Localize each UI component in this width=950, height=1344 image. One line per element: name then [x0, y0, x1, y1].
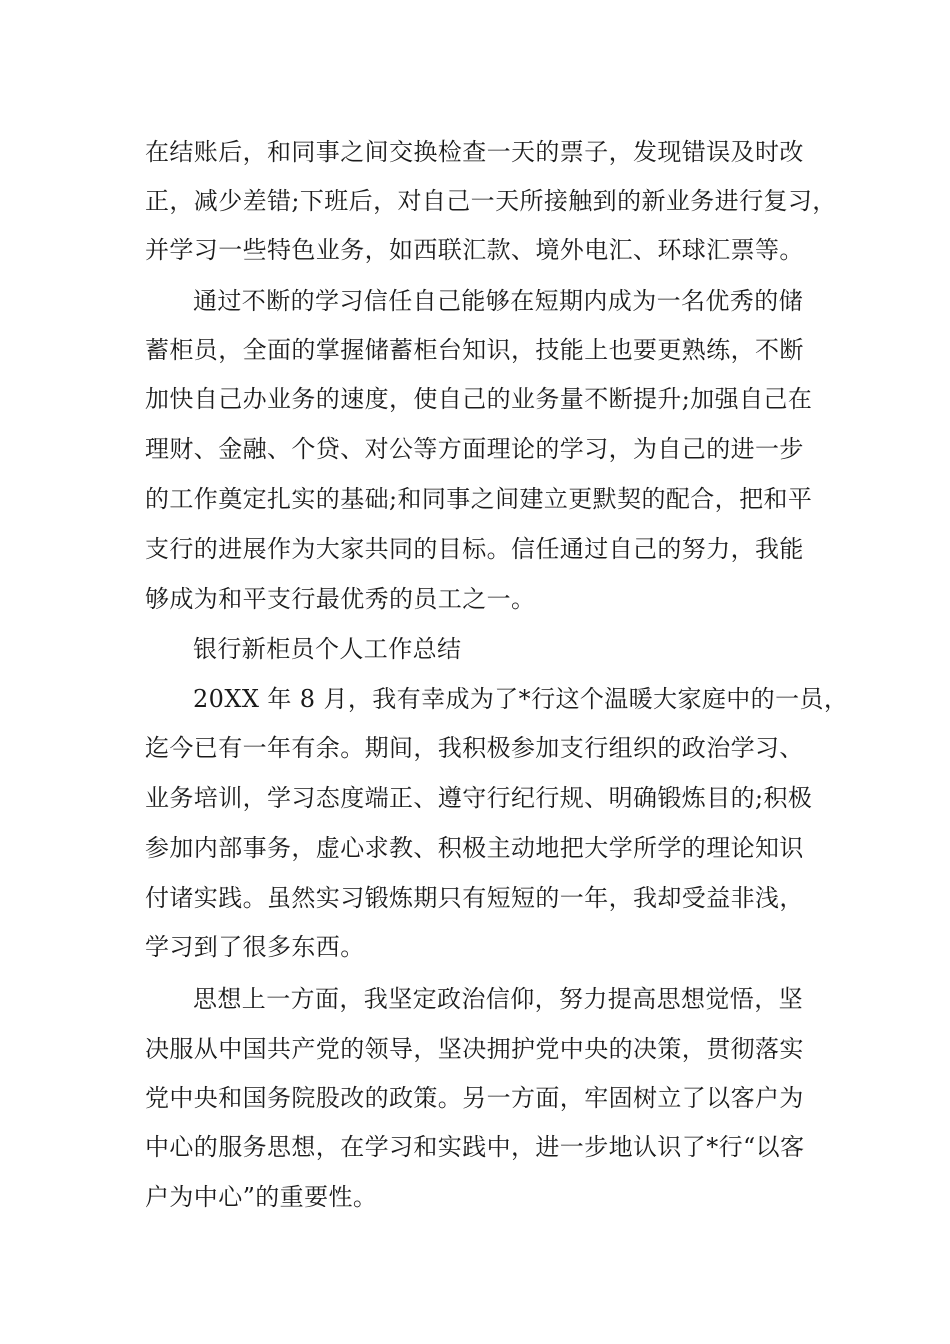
text-line: 20XX 年 8 月，我有幸成为了*行这个温暖大家庭中的一员， [193, 685, 849, 713]
text-line: 业务培训，学习态度端正、遵守行纪行规、明确锻炼目的;积极 [145, 784, 813, 812]
text-line: 付诸实践。虽然实习锻炼期只有短短的一年，我却受益非浅， [145, 884, 804, 912]
text-line: 通过不断的学习信任自己能够在短期内成为一名优秀的储 [193, 287, 803, 315]
text-line: 加快自己办业务的速度，使自己的业务量不断提升;加强自己在 [145, 385, 813, 413]
text-line: 在结账后，和同事之间交换检查一天的票子，发现错误及时改 [145, 138, 804, 166]
text-line: 迄今已有一年有余。期间，我积极参加支行组织的政治学习、 [145, 734, 804, 762]
text-line: 够成为和平支行最优秀的员工之一。 [145, 585, 536, 613]
text-line: 理财、金融、个贷、对公等方面理论的学习，为自己的进一步 [145, 435, 804, 463]
text-line: 党中央和国务院股改的政策。另一方面，牢固树立了以客户为 [145, 1084, 804, 1112]
section-heading: 银行新柜员个人工作总结 [193, 635, 462, 663]
text-line: 支行的进展作为大家共同的目标。信任通过自己的努力，我能 [145, 535, 804, 563]
text-line: 户为中心”的重要性。 [145, 1183, 378, 1211]
text-line: 思想上一方面，我坚定政治信仰，努力提高思想觉悟，坚 [193, 985, 803, 1013]
text-line: 学习到了很多东西。 [145, 933, 365, 961]
text-line: 中心的服务思想，在学习和实践中，进一步地认识了*行“以客 [145, 1133, 805, 1161]
text-line: 蓄柜员，全面的掌握储蓄柜台知识，技能上也要更熟练，不断 [145, 336, 804, 364]
text-line: 并学习一些特色业务，如西联汇款、境外电汇、环球汇票等。 [145, 236, 804, 264]
text-line: 的工作奠定扎实的基础;和同事之间建立更默契的配合，把和平 [145, 485, 813, 513]
text-line: 参加内部事务，虚心求教、积极主动地把大学所学的理论知识 [145, 834, 804, 862]
text-line: 正，减少差错;下班后，对自己一天所接触到的新业务进行复习， [145, 187, 837, 215]
text-line: 决服从中国共产党的领导，坚决拥护党中央的决策，贯彻落实 [145, 1035, 804, 1063]
